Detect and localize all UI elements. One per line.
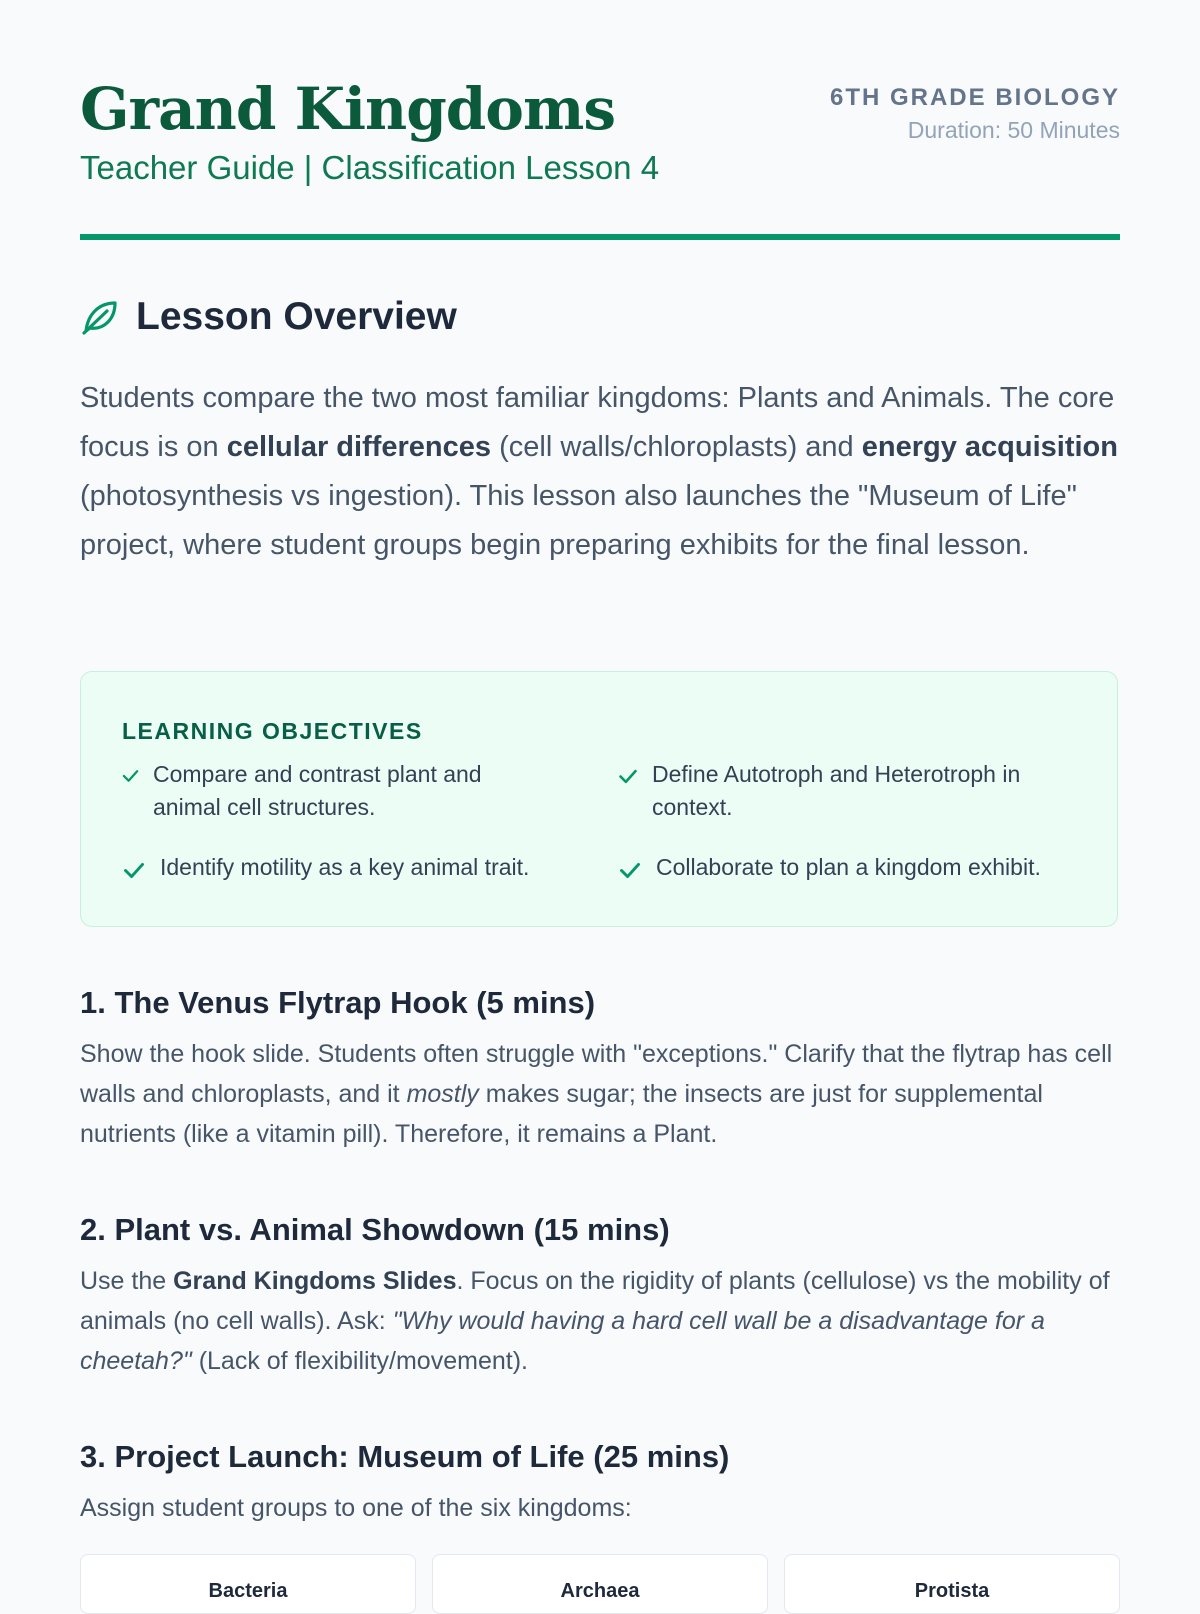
step-2-title: 2. Plant vs. Animal Showdown (15 mins) [80,1212,670,1247]
step-2-text [80,1261,1120,1381]
step-1-title: 1. The Venus Flytrap Hook (5 mins) [80,985,596,1020]
step-text-part: Show the hook slide. Students often struggle with "exceptions." Clarify that the flytrap has cell walls and chloroplasts, and it [80,1040,1113,1108]
duration-label: Duration: 50 Minutes [907,117,1120,143]
header [80,0,1120,242]
kingdom-card-bacteria: Bacteria [80,1554,416,1614]
objective-text: Define Autotroph and Heterotroph in context. [652,761,1021,820]
learning-objectives-box [80,671,1118,927]
objective-item [122,758,542,824]
overview-heading [80,295,457,339]
header-divider [80,234,1120,240]
grade-label: 6TH GRADE BIOLOGY [829,84,1120,111]
overview-text [80,374,1120,570]
step-3-title: 3. Project Launch: Museum of Life (25 mins) [80,1439,730,1474]
objective-item [618,851,1088,884]
overview-bold-energy: energy acquisition [861,431,1118,463]
lesson-page [80,0,1120,1602]
step-3-text [80,1488,1120,1528]
objectives-title: LEARNING OBJECTIVES [122,718,423,744]
kingdom-card-archaea: Archaea [432,1554,768,1614]
page-title: Grand Kingdoms [80,75,616,143]
step-bold-slides: Grand Kingdoms Slides [173,1267,457,1295]
overview-text-part: Students compare the two most familiar kingdoms: Plants and Animals. The core focus is on [80,382,1115,463]
kingdom-cards [80,1554,1120,1614]
overview-title: Lesson Overview [136,295,457,338]
step-text-part: makes sugar; the insects are just for supplemental nutrients (like a vitamin pill). Therefore, it remains a Plant. [80,1080,1043,1148]
check-icon [122,862,146,879]
overview-bold-cellular: cellular differences [226,431,492,463]
step-text-part: . Focus on the rigidity of plants (cellulose) vs the mobility of animals (no cell walls). Ask: [80,1267,1110,1335]
overview-text-part: (cell walls/chloroplasts) and [491,431,862,463]
step-italic-question: "Why would having a hard cell wall be a disadvantage for a cheetah?" [80,1307,1045,1375]
step-text-part: (Lack of flexibility/movement). [191,1347,528,1375]
step-text-part: Assign student groups to one of the six kingdoms: [80,1494,632,1522]
objective-text: Identify motility as a key animal trait. [160,854,530,880]
leaf-icon [80,297,120,337]
objective-item [122,851,592,884]
kingdom-card-protista: Protista [784,1554,1120,1614]
objective-item [618,758,1078,824]
check-icon [122,769,139,783]
page-subtitle: Teacher Guide | Classification Lesson 4 [80,149,660,186]
step-1-text [80,1034,1120,1154]
objective-text: Collaborate to plan a kingdom exhibit. [656,854,1041,880]
check-icon [618,862,642,879]
overview-text-part: (photosynthesis vs ingestion). This lesson also launches the "Museum of Life" project, where student groups begin preparing exhibits for the final lesson. [80,480,1077,561]
step-italic: mostly [406,1080,479,1108]
step-text-part: Use the [80,1267,174,1295]
objective-text: Compare and contrast plant and animal cell structures. [153,761,482,820]
check-icon [618,769,638,784]
